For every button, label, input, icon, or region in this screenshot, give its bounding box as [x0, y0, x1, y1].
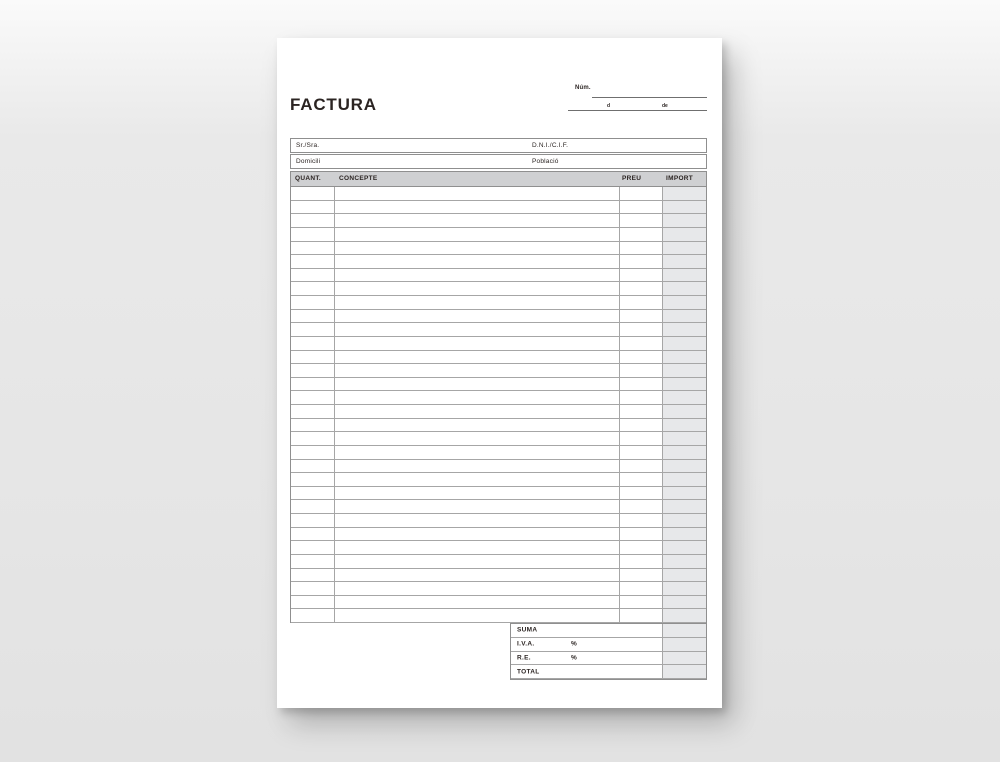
summary-amount-divider — [662, 624, 663, 679]
table-row — [291, 228, 706, 242]
table-row — [291, 500, 706, 514]
table-row — [291, 609, 706, 623]
table-row — [291, 364, 706, 378]
column-header-concept: CONCEPTE — [339, 175, 378, 182]
date-separator-de: de — [662, 103, 668, 109]
column-header-amount: IMPORT — [666, 175, 694, 182]
table-row — [291, 569, 706, 583]
table-row — [291, 323, 706, 337]
summary-row-label: TOTAL — [517, 668, 540, 676]
column-header-price: PREU — [622, 175, 642, 182]
table-row — [291, 405, 706, 419]
invoice-number-label: Núm. — [575, 85, 591, 91]
table-row — [291, 269, 706, 283]
client-id-label: D.N.I./C.I.F. — [532, 142, 569, 149]
summary-row — [511, 652, 706, 666]
table-row — [291, 473, 706, 487]
client-name-label: Sr./Sra. — [296, 142, 320, 149]
table-row — [291, 242, 706, 256]
table-row — [291, 460, 706, 474]
page-title: FACTURA — [290, 95, 377, 114]
table-row — [291, 555, 706, 569]
table-body — [291, 187, 706, 623]
column-divider-quantity — [334, 187, 335, 623]
client-city-label: Població — [532, 158, 559, 165]
line-items-table — [290, 171, 707, 623]
summary-row-label: R.E. — [517, 654, 531, 662]
client-address-row — [290, 154, 707, 169]
table-row — [291, 337, 706, 351]
client-name-row — [290, 138, 707, 153]
table-row — [291, 446, 706, 460]
totals-summary-box — [510, 623, 707, 680]
table-row — [291, 514, 706, 528]
summary-row-label: SUMA — [517, 626, 538, 634]
table-row — [291, 528, 706, 542]
table-row — [291, 419, 706, 433]
table-row — [291, 596, 706, 610]
table-row — [291, 296, 706, 310]
table-row — [291, 582, 706, 596]
table-row — [291, 351, 706, 365]
column-divider-amount — [662, 187, 663, 623]
table-row — [291, 310, 706, 324]
summary-row — [511, 624, 706, 638]
table-header-row — [291, 172, 706, 187]
table-row — [291, 282, 706, 296]
summary-percent-sign: % — [571, 640, 577, 648]
summary-row — [511, 665, 706, 679]
client-address-label: Domicili — [296, 158, 321, 165]
summary-row — [511, 638, 706, 652]
date-separator-d: d — [607, 103, 611, 109]
table-row — [291, 187, 706, 201]
table-row — [291, 432, 706, 446]
summary-percent-sign: % — [571, 654, 577, 662]
table-row — [291, 255, 706, 269]
date-blank-line — [568, 101, 707, 111]
table-row — [291, 378, 706, 392]
table-row — [291, 487, 706, 501]
table-row — [291, 391, 706, 405]
invoice-page — [277, 38, 722, 708]
table-row — [291, 541, 706, 555]
table-row — [291, 214, 706, 228]
column-divider-price — [619, 187, 620, 623]
invoice-number-blank-line — [592, 90, 707, 98]
table-row — [291, 201, 706, 215]
summary-row-label: I.V.A. — [517, 640, 535, 648]
column-header-quantity: QUANT. — [295, 175, 321, 182]
